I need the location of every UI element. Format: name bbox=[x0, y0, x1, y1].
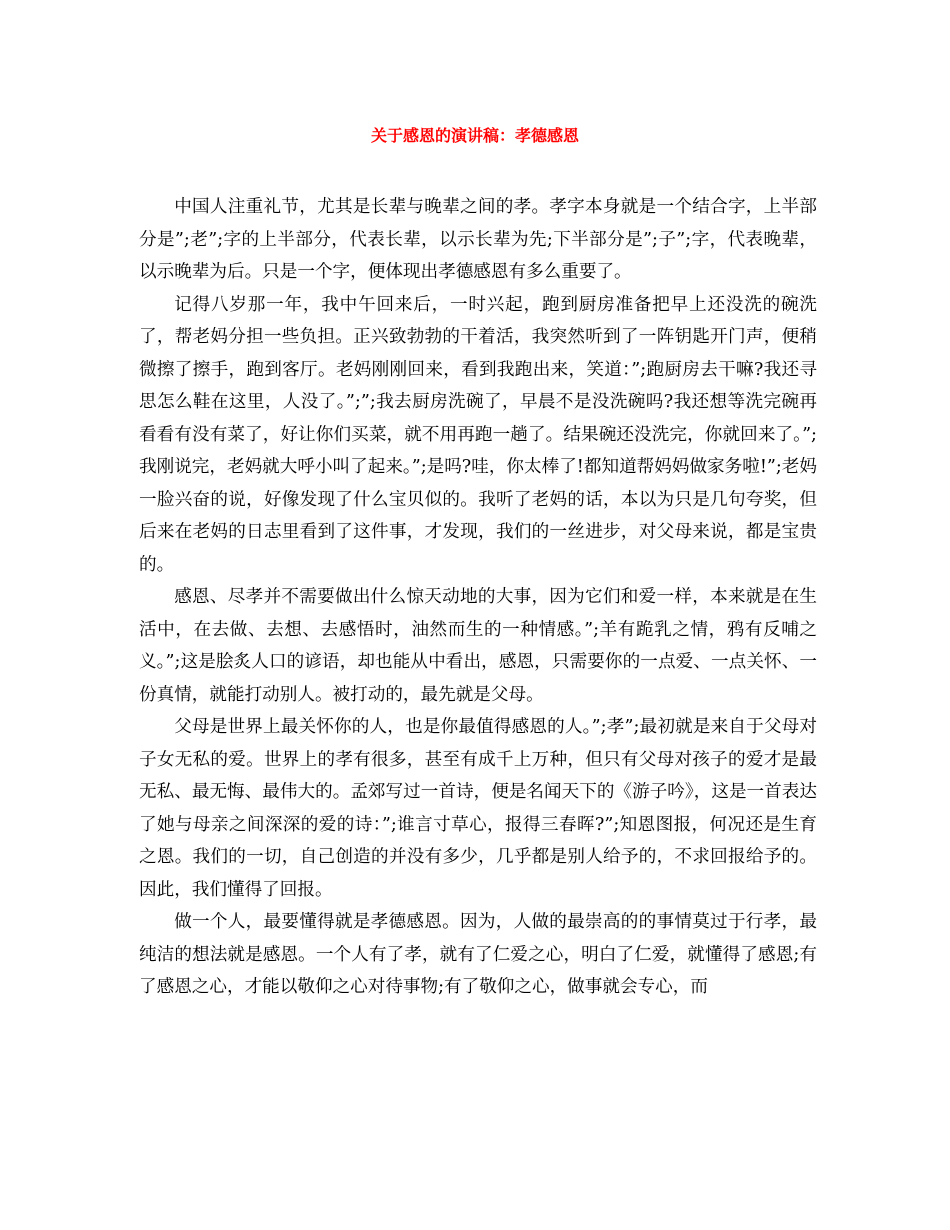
paragraph: 做一个人，最要懂得就是孝德感恩。因为，人做的最崇高的的事情莫过于行孝，最纯洁的想法就是感恩。一个人有了孝，就有了仁爱之心，明白了仁爱，就懂得了感恩;有了感恩之心，才能以敬仰之心对待事物;有了敬仰之心，做事就会专心，而 bbox=[139, 912, 817, 997]
document-body bbox=[139, 191, 817, 1004]
paragraph: 父母是世界上最关怀你的人，也是你最值得感恩的人。”;孝”;最初就是来自于父母对子女无私的爱。世界上的孝有很多，甚至有成千上万种，但只有父母对孩子的爱才是最无私、最无悔、最伟大的。孟郊写过一首诗，便是名闻天下的《游子吟》，这是一首表达了她与母亲之间深深的爱的诗：”;谁言寸草心，报得三春晖?”;知恩图报，何况还是生育之恩。我们的一切，自己创造的并没有多少，几乎都是别人给予的，不求回报给予的。因此，我们懂得了回报。 bbox=[139, 717, 817, 900]
paragraph: 记得八岁那一年，我中午回来后，一时兴起，跑到厨房准备把早上还没洗的碗洗了，帮老妈分担一些负担。正兴致勃勃的干着活，我突然听到了一阵钥匙开门声，便稍微擦了擦手，跑到客厅。老妈刚刚回来，看到我跑出来，笑道：”;跑厨房去干嘛?我还寻思怎么鞋在这里，人没了。”;”;我去厨房洗碗了，早晨不是没洗碗吗?我还想等洗完碗再看看有没有菜了，好让你们买菜，就不用再跑一趟了。结果碗还没洗完，你就回来了。”;我刚说完，老妈就大呼小叫了起来。”;是吗?哇，你太棒了!都知道帮妈妈做家务啦!”;老妈一脸兴奋的说，好像发现了什么宝贝似的。我听了老妈的话，本以为只是几句夸奖，但后来在老妈的日志里看到了这件事，才发现，我们的一丝进步，对父母来说，都是宝贵的。 bbox=[139, 294, 817, 575]
document-title: 关于感恩的演讲稿：孝德感恩 bbox=[370, 126, 579, 145]
paragraph: 感恩、尽孝并不需要做出什么惊天动地的大事，因为它们和爱一样，本来就是在生活中，在去做、去想、去感悟时，油然而生的一种情感。”;羊有跪乳之情，鸦有反哺之义。”;这是脍炙人口的谚语，却也能从中看出，感恩，只需要你的一点爱、一点关怀、一份真情，就能打动别人。被打动的，最先就是父母。 bbox=[139, 587, 817, 705]
paragraph: 中国人注重礼节，尤其是长辈与晚辈之间的孝。孝字本身就是一个结合字，上半部分是”;老”;字的上半部分，代表长辈，以示长辈为先;下半部分是”;子”;字，代表晚辈，以示晚辈为后。只是一个字，便体现出孝德感恩有多么重要了。 bbox=[139, 197, 817, 282]
